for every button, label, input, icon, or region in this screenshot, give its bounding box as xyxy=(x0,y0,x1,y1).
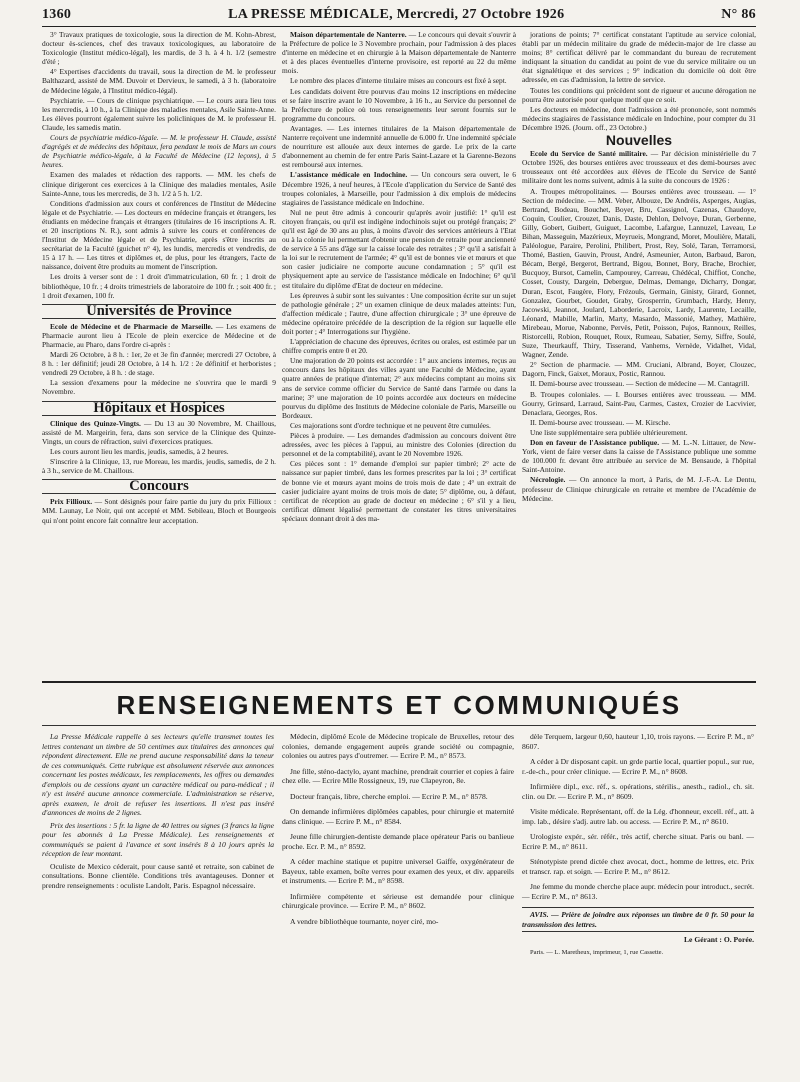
section-heading-hopitaux: Hôpitaux et Hospices xyxy=(42,401,276,416)
paragraph: 3° Travaux pratiques de toxicologie, sous la direction de M. Kohn-Abrest, docteur ès-sciences, chef des travaux toxicologiques, au laboratoire de Toxicologie (Institut médico-légal), les mardis, de 3 h. à 4 h. 1/2 (semestre d'été ; xyxy=(42,30,276,67)
paragraph: — Le concours qui devait s'ouvrir à la Préfecture de police le 3 Novembre prochain, pour l'admission à des places d'interne en médecine et en chirurgie à la Maison départementale de Nanterre et à des places éventuelles d'interne provisoire, est reporté au 22 du même mois. xyxy=(282,30,516,76)
section-heading-universites: Universités de Province xyxy=(42,304,276,319)
gerant-line: Le Gérant : O. Porée. xyxy=(683,935,754,944)
classifieds-intro: La Presse Médicale rappelle à ses lecteurs qu'elle transmet toutes les lettres contenant un timbre de 50 centimes aux titulaires des annonces qui répondent directement. Elle ne prend aucune responsabilité dans la teneur de ces communiqués. Cette rubrique est absolument réservée aux annonces concernant les postes médicaux, les remplacements, les offres ou demandes d'emplois ou de cessions ayant un caractère médical ou para-médical ; il n'y est inséré aucune annonce commerciale. L'administration se réserve, après examen, le droit de refuser les insertions. Il n'est pas inséré d'annonces de moins de 2 lignes. xyxy=(42,732,274,817)
paragraph: — Par décision ministérielle du 7 Octobre 1926, des bourses entières avec trousseaux et des demi-bourses avec trousseaux ont été accordées aux élèves de l'Ecole du Service de Santé militaire dont les noms suivent, admis à la suite du concours de 1926 : xyxy=(522,149,756,186)
paragraph: — Un concours sera ouvert, le 6 Décembre 1926, à neuf heures, à l'Ecole d'application du Service de Santé des troupes coloniales, à Marseille, pour l'admission à dix emplois de médecins stagiaires de l'assistance médicale en Indochine. xyxy=(282,170,516,207)
classified-ad: Jne fille, sténo-dactylo, ayant machine, prendrait courrier et copies à faire chez elle. — Ecrire Mlle Rossigneux, 19, rue Clapeyron, 8e. xyxy=(282,766,514,785)
paragraph: A. Troupes métropolitaines. — Bourses entières avec trousseau. — 1° Section de médecine. — MM. Veber, Albouze, De Andréis, Asperges, Augias, Bertrand, Bodeau, Bouchet, Boyer, Bru, Cassignol, Cazenas, Chaudoye, Coquin, Coulier, Crouzet, Danis, Daste, Dehlon, Delvoye, Duran, Gerbenne, Gilly, Gobert, Guibert, Guiguet, Lacombe, Lafargue, Lannuzel, Laveau, Le Bihan, Masseguin, Mazérieux, Meyrueis, Mongrand, Moret, Moulière, Matali, Paléologue, Paraire, Perolini, Philibert, Prost, Rey, Solé, Taran, Terramorsi, Thomé, Bastien, Gauvin, Proust, André, Asmeunier, Auton, Barbaud, Baron, Bécam, Bergé, Bergerot, Bertrand, Bigou, Bonnet, Bory, Brache, Brochier, Bucquoy, Bursot, Camelin, Campourey, Carreau, Chédécal, Chiffiot, Conche, Cosset, Cousty, Dargein, Debergue, Delmas, Demange, Dicharry, Dongar, Duran, Escot, Faugère, Flory, Frézouls, Germain, Ginisty, Girard, Gonnet, Gonzalez, Gourbet, Goudet, Graby, Grosperrin, Grumbach, Hardy, Henry, Jacowski, Jeannot, Joulard, Laborderie, Lacroix, Lardy, Laurente, Lecaille, Léonard, Mabille, Marlin, Marty, Masardo, Massonié, Mathey, Mathière, Mirebeau, Morue, Nabonne, Pervès, Petit, Poisson, Pujos, Rannoux, Reilles, Ristorcelli, Robion, Rouquet, Roux, Rumeau, Sabatier, Serny, Siffre, Soulé, Suze, Theurkauff, Thiry, Tisserand, Vanhems, Vernède, Vidalhet, Vidal, Wagner, Zende. xyxy=(522,186,756,360)
paragraph: 4° Expertises d'accidents du travail, sous la direction de M. le professeur Balthazard, assisté de MM. Duvoir et Dervieux, le samedi, à 3 h. (laboratoire de Médecine légale, à l'Institut médico-légal). xyxy=(42,67,276,95)
subheading: Clinique des Quinze-Vingts. xyxy=(50,418,141,428)
paragraph: Toutes les conditions qui précèdent sont de rigueur et aucune dérogation ne pourra être autorisée pour quelque motif que ce soit. xyxy=(522,85,756,104)
paragraph: S'inscrire à la Clinique, 13, rue Moreau, les mardis, jeudis, samedis, de 2 h. à 3 h., service de M. Chaillous. xyxy=(42,457,276,476)
news-columns xyxy=(42,30,756,526)
classified-ad: Jeune fille chirurgien-dentiste demande place opérateur Paris ou banlieue proche. Ecr. P. M., n° 8592. xyxy=(282,832,514,851)
paragraph: II. Demi-bourse avec trousseau. — M. Kirsche. xyxy=(530,417,671,427)
page-number: 1360 xyxy=(42,7,72,22)
paragraph: Conditions d'admission aux cours et conférences de l'Institut de Médecine légale et de Psychiatrie. — Les docteurs en médecine français et étrangers, les étudiants en médecine français et étrangers (titulaires de 16 inscriptions A. R. et 20 inscriptions N. R.), sont admis à suivre les cours et conférences de l'Institut de Médecine légale et de Psychiatrie, après s'être inscrits au secrétariat de la Faculté (guichet n° 4), les lundis, mercredis et vendredis, de 15 à 17 h. — Les titres et diplômes et, de plus, pour les étrangers, l'acte de naissance, doivent être produits au moment de l'inscription. xyxy=(42,198,276,272)
paragraph: Ces pièces sont : 1° demande d'emploi sur papier timbré; 2° acte de naissance sur papier timbré, dans les formes prescrites par la loi ; 3° certificat de bonne vie et mœurs ayant moins de trois mois de date ; 4° un extrait de casier judiciaire ayant moins de trois mois de date; 5° diplôme, ou, à défaut, certificat de réception au grade de docteur en médecine ; 6° s'il y a lieu, certificat dûment légalisé permettant de constater les titres universitaires spéciaux donnant droit à des ma- xyxy=(282,459,516,523)
classifieds-column-2 xyxy=(282,732,514,960)
renseignements-heading: RENSEIGNEMENTS ET COMMUNIQUÉS xyxy=(42,685,756,726)
classified-ad: Urologiste expér., sér. référ., très actif, cherche situat. Paris ou banl. — Ecrire P. M., n° 8611. xyxy=(522,832,754,851)
subheading: Maison départementale de Nanterre. xyxy=(290,30,407,39)
subheading: Don en faveur de l'Assistance publique. xyxy=(530,438,660,448)
paragraph: Les cours auront lieu les mardis, jeudis, samedis, à 2 heures. xyxy=(50,446,229,456)
subheading: Ecole du Service de Santé militaire. xyxy=(530,149,648,159)
classified-ad: A vendre bibliothèque tournante, noyer ciré, mo- xyxy=(290,916,439,926)
classifieds-column-3 xyxy=(522,732,754,960)
imprimerie-line: Paris. — L. Maretheux, imprimeur, 1, rue Cassette. xyxy=(530,948,664,956)
classifieds-columns xyxy=(42,732,756,960)
paragraph: B. Troupes coloniales. — I. Bourses entières avec trousseau. — MM. Gourry, Grinsard, Larraud, Saint-Pau, Carmes, Castex, Crozier de Lacvivier, Denaclara, Georges, Ros. xyxy=(522,389,756,417)
subheading: Nécrologie. xyxy=(530,475,566,485)
paragraph: Avantages. — Les internes titulaires de la Maison départementale de Nanterre reçoivent une indemnité annuelle de 6.000 fr. Une indemnité spéciale de nourriture est allouée aux deux internes de garde. Le prix de la carte d'abonnement au chemin de fer entre Paris Saint-Lazare et la Garenne-Bezons est remboursé aux internes. xyxy=(282,123,516,170)
paragraph: Les docteurs en médecine, dont l'admission a été prononcée, sont nommés médecins stagiaires de l'assistance médicale en Indochine, pour compter du 31 Décembre 1926. (Journ. off., 23 Octobre.) xyxy=(522,104,756,132)
subheading: Prix Fillioux. xyxy=(50,497,93,507)
paragraph: L'appréciation de chacune des épreuves, écrites ou orales, est estimée par un chiffre compris entre 0 et 20. xyxy=(282,337,516,356)
subheading: Ecole de Médecine et de Pharmacie de Marseille. xyxy=(50,321,213,331)
paragraph: Une majoration de 20 points est accordée : 1° aux anciens internes, reçus au concours dans les hôpitaux des villes ayant une Faculté de Médecine, ayant quatre années de pratique d'internat; 2° aux médecins comptant au moins six ans de service comme officier du Service de Santé dans l'armée ou dans la marine; 3° une majoration de 10 points accordée aux docteurs en médecine pourvus du diplôme des Instituts de Médecine coloniale de Paris, Marseille ou Bordeaux. xyxy=(282,356,516,420)
paragraph: Les candidats doivent être pourvus d'au moins 12 inscriptions en médecine et se faire inscrire avant le 10 Novembre, à 16 h., au Service du personnel de la Préfecture de police où tous renseignements leur seront fournis sur le programme du concours. xyxy=(282,86,516,123)
paragraph: — On annonce la mort, à Paris, de M. J.-F.-A. Le Dentu, professeur de Clinique chirurgicale en retraite et membre de l'Académie de Médecine. xyxy=(522,475,756,503)
classified-ad: Médecin, diplômé Ecole de Médecine tropicale de Bruxelles, retour des colonies, demande engagement auprès grande société ou compagnie, colonies ou autres pays d'outremer. — Ecrire P. M., n° 8573. xyxy=(282,732,514,760)
classified-ad: Docteur français, libre, cherche emploi. — Ecrire P. M., n° 8578. xyxy=(290,791,488,801)
classified-ad: dèle Terquem, largeur 0,60, hauteur 1,10, trois rayons. — Ecrire P. M., n° 8607. xyxy=(522,732,754,751)
classified-ad: Visite médicale. Représentant, off. de la Lég. d'honneur, excell. réf., att. à imp. lab., désire s'adj. autre lab. ou access. — Ecrire P. M., n° 8610. xyxy=(522,807,754,826)
paragraph: — M. L.-N. Littauer, de New-York, vient de faire verser dans la caisse de l'Assistance publique une somme de 100.000 fr. devant être attribuée au service de M. Bensaude, à l'hôpital Saint-Antoine. xyxy=(522,438,756,475)
paragraph: — Du 13 au 30 Novembre, M. Chaillous, assisté de M. Margeirin, fera, dans son service de la Clinique des Quinze-Vingts, un cours de réfraction, suivi d'exercices pratiques. xyxy=(42,418,276,446)
classified-ad: Infirmière dipl., exc. réf., s. opérations, stérilis., anesth., radiol., ch. sit. clin. ou Dr. — Ecrire P. M., n° 8609. xyxy=(522,782,754,801)
classifieds-pricing: Prix des insertions : 5 fr. la ligne de 40 lettres ou signes (3 francs la ligne pour les abonnés à La Presse Médicale). Les renseignements et communiqués se paient à l'avance et sont insérés 8 à 10 jours après la réception de leur montant. xyxy=(42,820,274,858)
paragraph: Examen des malades et rédaction des rapports. — MM. les chefs de clinique dirigeront ces exercices à la Clinique des maladies mentales, Asile Sainte-Anne, tous les mercredis, de 3 h. 1/2 à 5 h. 1/2. xyxy=(42,170,276,198)
paragraph: 2° Section de pharmacie. — MM. Cruciani, Albrand, Boyer, Clouzec, Dagorn, Finck, Gaixet, Moraux, Postic, Rannou. xyxy=(522,360,756,379)
section-divider xyxy=(42,681,756,683)
paragraph: Psychiatrie. — Cours de clinique psychiatrique. — Le cours aura lieu tous les mercredis, à 10 h., à la Clinique des maladies mentales, Asile Sainte-Anne. Les élèves pourront également suivre les policliniques de M. le professeur H. Claude, les samedis matin. xyxy=(42,95,276,132)
section-heading-concours: Concours xyxy=(42,479,276,494)
classified-ad: Oculiste de Mexico céderait, pour cause santé et retraite, son cabinet de consultations. Bonne clientèle. Conditions très avantageuses. Donner et prendre renseignements : oculiste Landolt, Paris. Espagnol nécessaire. xyxy=(42,861,274,890)
paragraph: — Les examens de Pharmacie auront lieu à l'Ecole de plein exercice de Médecine et de Pharmacie, au Pharo, dans l'ordre ci-après : xyxy=(42,321,277,349)
column-3 xyxy=(522,30,756,526)
paragraph: — Sont désignés pour faire partie du jury du prix Fillioux : MM. Launay, Le Noir, qui ont accepté et MM. Sebileau, Bloch et Bourgeois qui n'ont point encore fait connaître leur acceptation. xyxy=(42,497,277,525)
paragraph: Le nombre des places d'interne titulaire mises au concours est fixé à sept. xyxy=(290,76,507,86)
classified-ad: A céder à Dr disposant capit. un grde partie local, quartier popul., sur rue, r.-de-ch., pour créer clinique. — Ecrire P. M., n° 8608. xyxy=(522,757,754,776)
classifieds-column-1 xyxy=(42,732,274,960)
issue-number: N° 86 xyxy=(721,7,756,22)
paragraph: Les droits à verser sont de : 1 droit d'immatriculation, 60 fr. ; 1 droit de bibliothèque, 10 fr. ; 4 droits trimestriels de laboratoire de 100 fr. ; soit 400 fr. ; 1 droit d'examen, 100 fr. xyxy=(42,272,276,300)
paragraph: La session d'examens pour la médecine ne s'ouvrira que le mardi 9 Novembre. xyxy=(42,378,276,397)
paragraph: Ces majorations sont d'ordre technique et ne peuvent être cumulées. xyxy=(290,420,491,430)
paragraph: Pièces à produire. — Les demandes d'admission au concours doivent être adressées, avec les pièces à l'appui, au ministre des Colonies (direction du personnel et de la comptabilité), avant le 20 Novembre 1926. xyxy=(282,431,516,459)
paragraph: jorations de points; 7° certificat constatant l'aptitude au service colonial, établi par un médecin militaire du grade de médecin-major de 1re classe au moins; 8° certificat délivré par le commandant du bureau de recrutement indiquant la situation du candidat au point de vue du service militaire ou un état signalétique et des services ; 9° indication du domicile où doit être adressée, en cas d'admission, la lettre de service. xyxy=(522,30,756,85)
paragraph: Cours de psychiatrie médico-légale. — M. le professeur H. Claude, assisté d'agrégés et de médecins des hôpitaux, fera pendant le mois de Mars un cours de Psychiatrie médico-légale, à la Faculté de Médecine (12 leçons), à 5 heures. xyxy=(42,133,276,170)
page-header xyxy=(42,4,756,27)
paragraph: Mardi 26 Octobre, à 8 h. : 1er, 2e et 3e fin d'année; mercredi 27 Octobre, à 8 h. : 1er définitif; jeudi 28 Octobre, à 14 h. 1/2 : 2e définitif et herboristes ; vendredi 29 Octobre, à 8 h. : de stage. xyxy=(42,350,276,378)
classified-ad: Sténotypiste prend dictée chez avocat, doct., homme de lettres, etc. Prix et transcr. rap. et soign. — Ecrire P. M., n° 8612. xyxy=(522,857,754,876)
paragraph: Nul ne peut être admis à concourir qu'après avoir justifié: 1° qu'il est citoyen français, ou qu'il est indigène indochinois sujet ou protégé français; 2° qu'il est âgé de 30 ans au plus, à moins d'avoir des services antérieurs à l'Etat ou à la colonie lui permettant d'obtenir une pension de retraite pour ancienneté de service à 55 ans d'âge sur la caisse locale des retraites ; 3° qu'il a satisfait à la loi sur le recrutement de l'armée; 4° qu'il est de bonnes vie et mœurs et que son casier judiciaire ne comporte aucune condamnation ; 5° qu'il est physiquement apte au service de l'assistance médicale en Indochine; 6° qu'il est titulaire du diplôme d'Etat de docteur en médecine. xyxy=(282,207,516,290)
subheading: L'assistance médicale en Indochine. xyxy=(290,170,408,180)
classified-ad: Jne femme du monde cherche place aupr. médecin pour introduct., secrét. — Ecrire P. M., n° 8613. xyxy=(522,882,754,901)
page-title: LA PRESSE MÉDICALE, Mercredi, 27 Octobre 1926 xyxy=(228,7,565,22)
paragraph: Les épreuves à subir sont les suivantes : Une composition écrite sur un sujet de pathologie générale ; 2° un examen clinique de deux malades atteints: l'un, d'affection médicale ; l'autre, d'une affection chirurgicale ; 3° une épreuve de médecine opératoire précédée de la description de la région sur laquelle elle doit porter ; 4° Interrogations sur l'hygiène. xyxy=(282,290,516,336)
section-heading-nouvelles: Nouvelles xyxy=(605,132,673,149)
column-1 xyxy=(42,30,276,526)
paragraph: Une liste supplémentaire sera publiée ultérieurement. xyxy=(530,427,688,437)
avis-notice: AVIS. — Prière de joindre aux réponses un timbre de 0 fr. 50 pour la transmission des lettres. xyxy=(522,907,754,932)
classified-ad: Infirmière compétente et sérieuse est demandée pour clinique chirurgicale province. — Ecrire P. M., n° 8602. xyxy=(282,891,514,910)
classified-ad: A céder machine statique et pupitre universel Gaiffe, oxygénérateur de Bayeux, table examen, boîte verres pour examen des yeux, et div. appareils et instruments. — Ecrire P. M., n° 8598. xyxy=(282,857,514,885)
classified-ad: On demande infirmières diplômées capables, pour chirurgie et maternité dans clinique. — Ecrire P. M., n° 8584. xyxy=(282,807,514,826)
paragraph: II. Demi-bourse avec trousseau. — Section de médecine — M. Cantagrill. xyxy=(530,379,750,389)
column-2 xyxy=(282,30,516,526)
